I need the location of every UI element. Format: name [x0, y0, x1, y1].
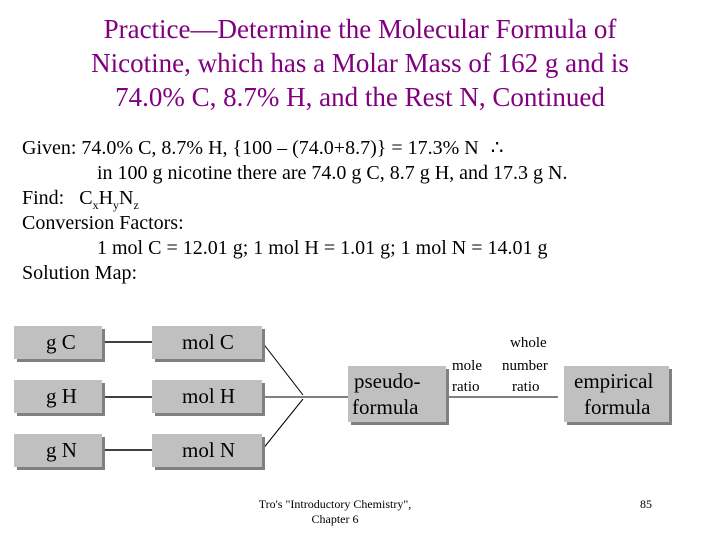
title-line-3: 74.0% C, 8.7% H, and the Rest N, Continued [115, 82, 605, 112]
whole-label: whole [510, 335, 547, 351]
title-line-2: Nicotine, which has a Molar Mass of 162 g and is [91, 48, 629, 78]
join-c [262, 342, 303, 395]
formula-z: z [133, 198, 139, 212]
g-h-box [14, 380, 102, 413]
pseudo-formula-box [348, 366, 446, 422]
source-line-2: Chapter 6 [311, 512, 359, 526]
therefore-symbol: ∴ [490, 137, 504, 159]
source-citation [245, 497, 425, 527]
ratio-label-1: ratio [452, 379, 480, 395]
conversion-factors: 1 mol C = 12.01 g; 1 mol H = 1.01 g; 1 mol N = 14.01 g [97, 237, 548, 259]
given-line-2: in 100 g nicotine there are 74.0 g C, 8.7 g H, and 17.3 g N. [97, 162, 568, 184]
mol-h-label: mol H [182, 384, 236, 408]
formula-c: C [79, 187, 93, 209]
empirical-label-1: empirical [574, 369, 654, 393]
g-c-label: g C [46, 330, 76, 354]
mole-label: mole [452, 358, 482, 374]
empirical-formula-box [564, 366, 669, 422]
pseudo-label-1: pseudo- [354, 369, 421, 393]
ratio-label-2: ratio [512, 379, 540, 395]
pseudo-label-2: formula [352, 395, 419, 419]
g-h-label: g H [46, 384, 77, 408]
g-n-label: g N [46, 438, 77, 462]
join-n [262, 399, 303, 450]
given-text: Given: 74.0% C, 8.7% H, {100 – (74.0+8.7)} = 17.3% N [22, 137, 479, 159]
formula-n: N [119, 187, 134, 209]
page-number: 85 [640, 497, 652, 511]
solution-map-label: Solution Map: [22, 262, 138, 284]
formula-h: H [98, 187, 114, 209]
source-line-1: Tro's "Introductory Chemistry", [258, 497, 412, 511]
mol-n-box [152, 434, 262, 467]
mol-c-label: mol C [182, 330, 234, 354]
empirical-label-2: formula [584, 395, 651, 419]
number-label: number [502, 358, 548, 374]
title-line-1: Practice—Determine the Molecular Formula of [103, 14, 617, 44]
formula-y: y [113, 198, 120, 212]
g-n-box [14, 434, 102, 467]
find-label: Find: [22, 187, 65, 209]
g-c-box [14, 326, 102, 359]
mol-c-box [152, 326, 262, 359]
formula-x: x [92, 198, 99, 212]
mol-h-box [152, 380, 262, 413]
mol-n-label: mol N [182, 438, 236, 462]
conversion-label: Conversion Factors: [22, 212, 184, 234]
